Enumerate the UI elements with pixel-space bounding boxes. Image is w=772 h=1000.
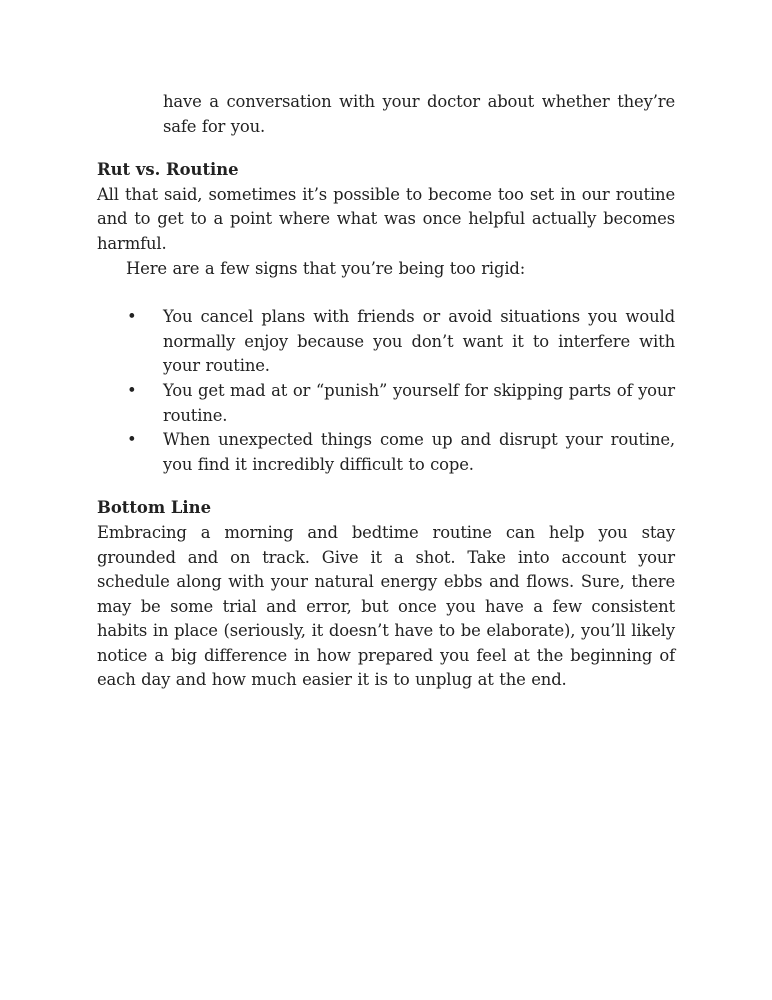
section-heading: Bottom Line [97, 498, 212, 518]
list-item [97, 379, 675, 428]
bullet-icon: • [127, 307, 137, 327]
list-item-text: You get mad at or “punish” yourself for skipping parts of your routine. [163, 380, 675, 425]
spacer [97, 281, 675, 305]
list-item [97, 305, 675, 379]
section-rut-vs-routine [97, 158, 675, 477]
section-heading: Rut vs. Routine [97, 160, 239, 180]
list-item [97, 428, 675, 477]
continued-list-text: have a conversation with your doctor about whether they’re safe for you. [163, 92, 675, 136]
list-intro: Here are a few signs that you’re being too rigid: [126, 258, 526, 278]
section-bottom-line [97, 496, 675, 693]
list-item-text: You cancel plans with friends or avoid situations you would normally enjoy because you don’t want it to interfere with your routine. [163, 307, 675, 376]
bullet-icon: • [127, 380, 137, 400]
body-paragraph: Embracing a morning and bedtime routine can help you stay grounded and on track. Give it a shot. Take into account your schedule along with your natural energy ebbs and flows. Sure, there may be some trial and error, but once you have a few consistent habits in place (seriously, it doesn’t have to be elaborate), you’ll likely notice a big difference in how prepared you feel at the beginning of each day and how much easier it is to unplug at the end. [97, 522, 675, 690]
bullet-icon: • [127, 430, 137, 450]
signs-list [97, 305, 675, 477]
document-page [97, 90, 675, 693]
spacer [97, 477, 675, 496]
body-paragraph: All that said, sometimes it’s possible to become too set in our routine and to get to a point where what was once helpful actually becomes harmful. [97, 184, 675, 253]
list-item-text: When unexpected things come up and disrupt your routine, you find it incredibly difficult to cope. [163, 430, 675, 474]
spacer [97, 139, 675, 158]
